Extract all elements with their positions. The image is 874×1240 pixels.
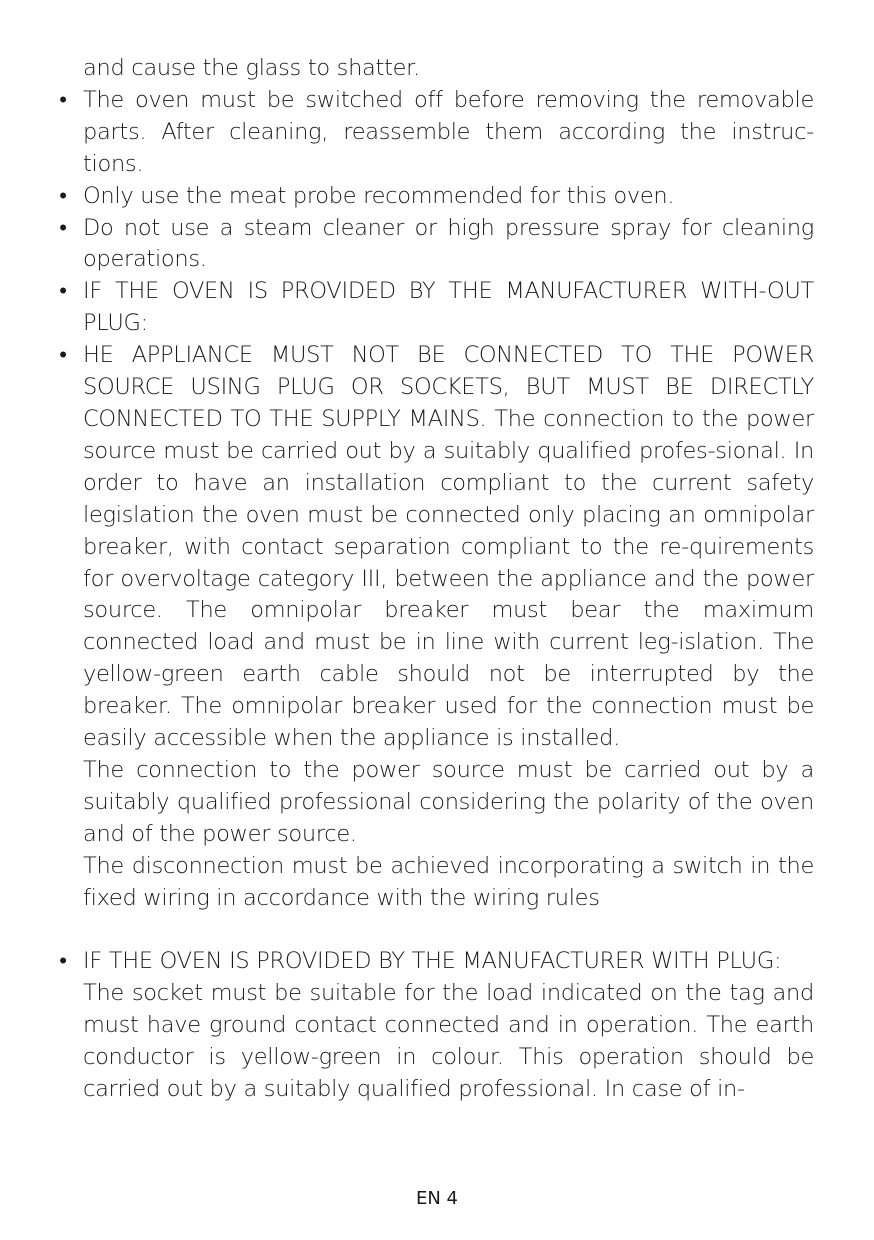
list-item-text: IF THE OVEN IS PROVIDED BY THE MANUFACTURER WITH-OUT PLUG:: [83, 278, 814, 337]
bullet-icon: •: [59, 279, 67, 305]
continuation-line: and cause the glass to shatter.: [83, 55, 420, 81]
list-item-without-plug-heading: [59, 276, 814, 340]
list-item-remove-parts: [59, 85, 814, 181]
safety-instructions-text: [59, 53, 814, 1106]
list-item-paragraph-socket: The socket must be suitable for the load indicated on the tag and must have ground contact connected and in operation. The earth conductor is yellow-green in colour. This operation should be carried out by a suitably qualified professional. In case of in-: [83, 980, 814, 1102]
list-item-steam-cleaner: [59, 213, 814, 277]
bullet-icon: •: [59, 949, 67, 975]
list-item-paragraph-disconnection: The disconnection must be achieved incorporating a switch in the fixed wiring in accordance with the wiring rules: [83, 852, 814, 911]
list-item-with-plug: [59, 946, 814, 1106]
spacer: [83, 914, 814, 946]
list-item-paragraph-polarity: The connection to the power source must be carried out by a suitably qualified professional considering the polarity of the oven and of the power source.: [83, 756, 814, 847]
bullet-icon: •: [59, 343, 67, 369]
list-item-text: HE APPLIANCE MUST NOT BE CONNECTED TO THE POWER SOURCE USING PLUG OR SOCKETS, BUT MUST BE DIRECTLY CONNECTED TO THE SUPPLY MAINS. The connection to the power source must be carried out by a suitably qualified profes-sional. In order to have an installation compliant to the current safety legislation the oven must be connected only placing an omnipolar breaker, with contact separation compliant to the re-quirements for overvoltage category III, between the appliance and the power source. The omnipolar breaker must bear the maximum connected load and must be in line with current leg-islation. The yellow-green earth cable should not be interrupted by the breaker. The omnipolar breaker used for the connection must be easily accessible when the appliance is installed.: [83, 342, 814, 752]
list-item-text: Do not use a steam cleaner or high pressure spray for cleaning operations.: [83, 214, 814, 273]
page-number: EN 4: [415, 1188, 458, 1209]
list-item-text: IF THE OVEN IS PROVIDED BY THE MANUFACTURER WITH PLUG:: [83, 948, 782, 975]
list-item-text: The oven must be switched off before removing the removable parts. After cleaning, reassemble them according the instruc-tions.: [83, 86, 814, 177]
list-item-direct-connection: [59, 340, 814, 914]
list-item-meat-probe: [59, 181, 814, 213]
bullet-icon: •: [59, 183, 67, 209]
bullet-icon: •: [59, 87, 67, 113]
bullet-icon: •: [59, 215, 67, 241]
list-item-text: Only use the meat probe recommended for this oven.: [83, 182, 675, 209]
